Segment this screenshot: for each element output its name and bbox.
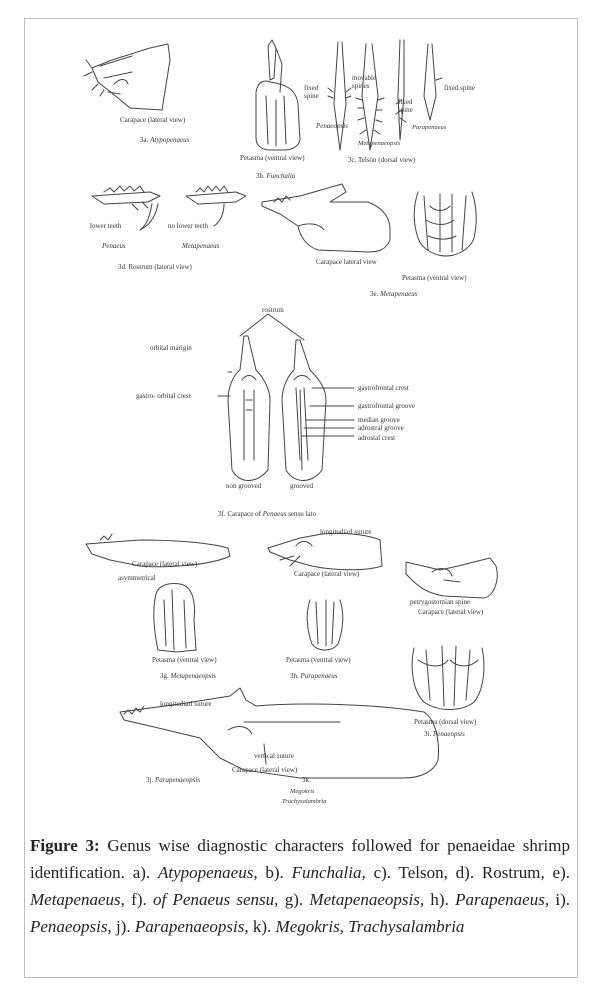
caption-sep-k: k). (248, 917, 276, 936)
caption-genus-h: Parapenaeus, (455, 890, 550, 909)
panel-3j-genus: Parapenaeopsis (154, 776, 201, 784)
panel-3b-genus: Funchalia (266, 172, 296, 180)
panel-3b-caption-prefix: 3b. (256, 172, 267, 180)
caption-sep-i: i). (549, 890, 570, 909)
panel-3g-asymmetrical-label: asymmetrical (118, 574, 156, 582)
panel-3d-lower-teeth-label: lower teeth (90, 222, 122, 230)
panel-3e-caption (370, 290, 417, 298)
panel-3g-carapace-label: Carapace (lateral view) (132, 560, 198, 568)
panel-3f-non-grooved-label: non grooved (226, 482, 262, 490)
panel-3k-carapace-label: Carapace (lateral view) (232, 766, 298, 774)
caption-sep-c: c). Telson, d). Rostrum, e). (365, 863, 570, 882)
panel-3g-petasma-label: Petasma (ventral view) (152, 656, 217, 664)
panel-3h-genus: Parapenaeus (300, 672, 338, 680)
caption-genus-a: Atypopenaeus, (157, 863, 258, 882)
drawing-3c-telsons (328, 40, 442, 150)
panel-3j-caption-prefix: 3j. (146, 776, 155, 784)
drawing-3b-petasma (256, 40, 300, 150)
panel-3g-caption (160, 672, 216, 680)
panel-3a-genus: Atypopenaeus (150, 136, 190, 144)
panel-3g-genus: Metapenaeopsis (170, 672, 216, 680)
panel-3k-vertical-label: vertical suture (254, 752, 294, 760)
panel-3c-genus-3: Parapenaeus (412, 124, 447, 131)
panel-3h-caption (290, 672, 337, 680)
panel-3c-fixed-spine-label-3: fixed spine (444, 84, 475, 92)
panel-3e-carapace-label: Carapace lateral view (316, 258, 377, 266)
drawing-3e-carapace-petasma (262, 184, 476, 256)
panel-3b-view-label: Petasma (ventral view) (240, 154, 305, 162)
panel-3a-caption (140, 136, 189, 144)
panel-3c-movable-spines-label: movable spines (352, 74, 377, 90)
panel-3e-petasma-label: Petasma (ventral view) (402, 274, 467, 282)
panel-3f-caption (218, 510, 316, 518)
panel-3f-caption-suffix: sensu lato (286, 510, 316, 518)
panel-3k-caption: 3k. (302, 776, 311, 784)
panel-3f-gastrofrontal-crest-label: gastrofrontal crest (358, 384, 409, 392)
panel-3f-gastrofrontal-groove-label: gastrofrontal groove (358, 402, 415, 410)
caption-text: Genus wise diagnostic characters followed for penaeidae shrimp identification. a). (30, 836, 570, 882)
panel-3f-adrostal-crest-label: adrostal crest (358, 434, 396, 442)
panel-3k-genus-2: Trachysalambria (282, 798, 327, 805)
panel-3f-adrostral-groove-label: adrostral groove (358, 424, 404, 432)
caption-sep-f: f). (124, 890, 154, 909)
panel-3c-caption: 3c. Telson (dorsal view) (348, 156, 416, 164)
caption-label: Figure 3: (30, 836, 100, 855)
panel-3h-longitudinal-label: longitudiarl suture (320, 528, 372, 536)
caption-genus-i: Penaeopsis, (30, 917, 112, 936)
panel-3c-fixed-spine-label-2: fixed spine (398, 98, 413, 114)
panel-3d-no-lower-teeth-label: no lower teeth (168, 222, 209, 230)
drawing-3a-carapace (84, 44, 170, 110)
panel-3d-genus-1: Penaeus (102, 242, 126, 250)
panel-3f-rostrum-label: rostrum (262, 306, 284, 314)
panel-3f-median-groove-label: median groove (358, 416, 400, 424)
panel-3f-genus: Penaeus (262, 510, 287, 518)
panel-3h-caption-prefix: 3h. (290, 672, 301, 680)
caption-sep-j: j). (111, 917, 135, 936)
panel-3i-spine-label: petrygostomian spine (410, 598, 471, 606)
panel-3f-orbital-margin-label: orbital marigin (150, 344, 192, 352)
drawing-3f-carapaces (218, 314, 354, 481)
panel-3i-caption (424, 730, 465, 738)
panel-3k-genus-1: Megokris (290, 788, 315, 795)
panel-3a-caption-prefix: 3a. (140, 136, 151, 144)
caption-genus-j: Parapenaeopsis, (134, 917, 249, 936)
panel-3c-genus-2: Metapenaeopsis (358, 140, 401, 147)
panel-3i-caption-prefix: 3i. (424, 730, 433, 738)
caption-genus-f: of Penaeus sensu, (153, 890, 279, 909)
drawing-3g-carapace-petasma (86, 534, 230, 652)
panel-3d-genus-2: Metapenaeus (182, 242, 220, 250)
caption-sep-g: g). (278, 890, 310, 909)
caption-genus-b: Funchalia, (291, 863, 366, 882)
figure-caption (30, 832, 570, 940)
panel-3f-gastro-orbital-label: gastro- orbital crest (136, 392, 191, 400)
panel-3f-grooved-label: grooved (290, 482, 313, 490)
caption-genus-g: Metapenaeopsis, (309, 890, 425, 909)
panel-3i-petasma-label: Petasma (dorsal view) (414, 718, 477, 726)
panel-3j-caption (146, 776, 200, 784)
panel-3e-caption-prefix: 3e. (370, 290, 381, 298)
caption-genus-e: Metapenaeus, (30, 890, 125, 909)
panel-3j-longitudinal-label: longitudiarl suture (160, 700, 212, 708)
panel-3c-genus-1: Penaeopsis (316, 122, 348, 130)
panel-3h-carapace-label: Carapace (lateral view) (294, 570, 360, 578)
drawing-3h-carapace-petasma (268, 533, 382, 650)
panel-3d-caption: 3d. Rostrum (lateral view) (118, 263, 192, 271)
caption-genus-k: Megokris, Trachysalambria (275, 917, 465, 936)
panel-3i-carapace-label: Carapace (lateral view) (418, 608, 484, 616)
panel-3i-genus: Penaeopsis (432, 730, 465, 738)
panel-3h-petasma-label: Petasma (ventral view) (286, 656, 351, 664)
drawing-3i-carapace-petasma (406, 558, 497, 710)
panel-3e-genus: Metapenaeus (380, 290, 418, 298)
caption-sep-b: b). (257, 863, 292, 882)
panel-3f-caption-prefix: 3f. Carapace of (218, 510, 263, 518)
panel-3c-fixed-spine-label-1: fixed spine (304, 84, 319, 100)
panel-3a-view-label: Carapace (lateral view) (120, 116, 186, 124)
panel-3g-caption-prefix: 3g. (160, 672, 171, 680)
caption-sep-h: h). (424, 890, 456, 909)
panel-3b-caption (256, 172, 295, 180)
